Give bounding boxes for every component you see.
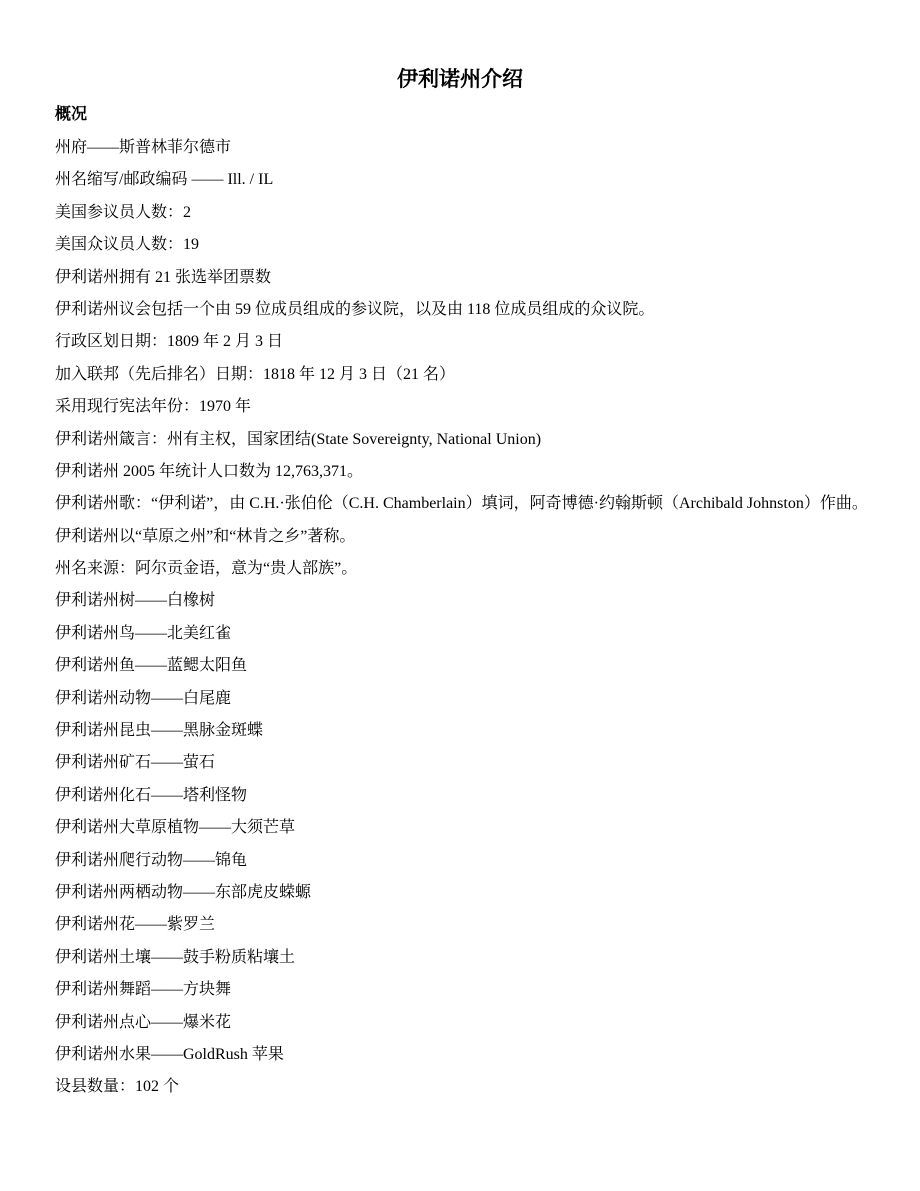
fact-line: 采用现行宪法年份：1970 年 xyxy=(55,398,252,416)
fact-line: 伊利诺州动物——白尾鹿 xyxy=(55,689,232,707)
fact-line: 伊利诺州爬行动物——锦龟 xyxy=(55,851,248,869)
fact-line: 伊利诺州花——紫罗兰 xyxy=(55,916,216,934)
fact-line: 伊利诺州歌：“伊利诺”，由 C.H.·张伯伦（C.H. Chamberlain）填词，阿奇博德·约翰斯顿（Archibald Johnston）作曲。 xyxy=(55,495,868,513)
fact-line: 设县数量：102 个 xyxy=(55,1078,180,1096)
fact-line: 伊利诺州鱼——蓝鳃太阳鱼 xyxy=(55,657,248,675)
fact-line: 伊利诺州舞蹈——方块舞 xyxy=(55,981,232,999)
fact-line: 伊利诺州箴言：州有主权，国家团结(State Sovereignty, National Union) xyxy=(55,430,542,448)
fact-line: 伊利诺州拥有 21 张选举团票数 xyxy=(55,268,272,286)
fact-line: 伊利诺州水果——GoldRush 苹果 xyxy=(55,1045,284,1063)
fact-line: 伊利诺州化石——塔利怪物 xyxy=(55,786,248,804)
fact-line: 伊利诺州议会包括一个由 59 位成员组成的参议院，以及由 118 位成员组成的众议院。 xyxy=(55,300,655,318)
fact-line: 行政区划日期：1809 年 2 月 3 日 xyxy=(55,333,284,351)
section-heading-overview: 概况 xyxy=(55,106,88,123)
fact-line: 州名来源：阿尔贡金语，意为“贵人部族”。 xyxy=(55,560,358,578)
fact-line: 州府——斯普林菲尔德市 xyxy=(55,139,232,156)
fact-line: 加入联邦（先后排名）日期：1818 年 12 月 3 日（21 名） xyxy=(55,365,456,383)
fact-line: 伊利诺州以“草原之州”和“林肯之乡”著称。 xyxy=(55,527,356,545)
fact-line: 伊利诺州昆虫——黑脉金斑蝶 xyxy=(55,722,264,740)
fact-line: 伊利诺州点心——爆米花 xyxy=(55,1013,232,1031)
document-title: 伊利诺州介绍 xyxy=(397,67,523,91)
fact-line: 伊利诺州土壤——鼓手粉质粘壤土 xyxy=(55,948,296,966)
fact-line: 伊利诺州大草原植物——大须芒草 xyxy=(55,819,296,837)
fact-line: 伊利诺州两栖动物——东部虎皮蝾螈 xyxy=(55,883,312,901)
fact-line: 伊利诺州树——白橡树 xyxy=(55,592,216,610)
fact-line: 州名缩写/邮政编码 —— Ill. / IL xyxy=(55,171,274,189)
fact-line: 伊利诺州矿石——萤石 xyxy=(55,754,216,772)
fact-line: 伊利诺州鸟——北美红雀 xyxy=(55,624,232,642)
fact-line: 伊利诺州 2005 年统计人口数为 12,763,371。 xyxy=(55,462,364,480)
facts-list xyxy=(55,136,870,1108)
fact-line: 美国参议员人数：2 xyxy=(55,203,192,221)
fact-line: 美国众议员人数：19 xyxy=(55,236,200,254)
